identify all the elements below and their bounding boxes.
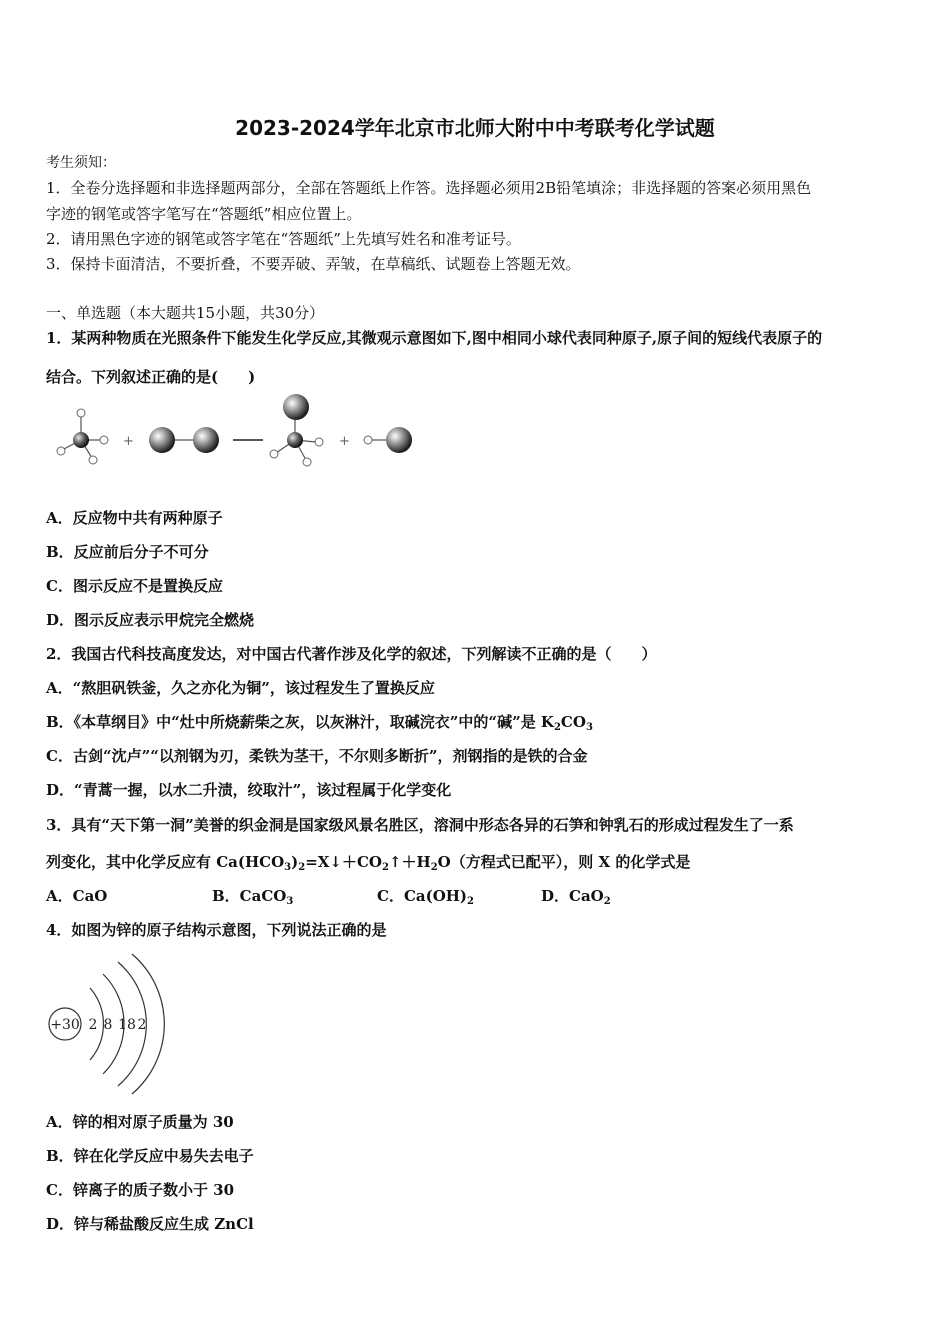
question-4-stem: 4．如图为锌的原子结构示意图，下列说法正确的是	[46, 921, 387, 939]
option: B．CaCO$_3$	[212, 887, 294, 907]
nucleus-charge: +30	[50, 1017, 80, 1033]
option: C．$Ca(OH)_2$	[377, 887, 474, 907]
hydrogen-chloride-molecule	[364, 427, 412, 453]
methane-molecule	[57, 409, 108, 464]
notice-item: 3．保持卡面清洁，不要折叠，不要弄破、弄皱，在草稿纸、试题卷上答题无效。	[46, 255, 581, 273]
question-1-stem-cont: 结合。下列叙述正确的是( )	[46, 368, 256, 386]
option: A．“熬胆矾铁釜，久之亦化为铜”，该过程发生了置换反应	[46, 679, 435, 697]
option: B．锌在化学反应中易失去电子	[46, 1147, 254, 1165]
svg-text:+: +	[123, 434, 134, 449]
svg-text:+: +	[339, 434, 350, 449]
option: D．锌与稀盐酸反应生成 ZnCl	[46, 1215, 254, 1233]
option: A．CaO	[46, 887, 108, 905]
shell-4-electrons: 2	[137, 1017, 147, 1033]
reaction-diagram	[50, 392, 420, 472]
notice-item: 2．请用黑色字迹的钢笔或答字笔在“答题纸”上先填写姓名和准考证号。	[46, 230, 521, 248]
chloromethane-molecule	[270, 394, 323, 466]
shell-2-electrons: 8	[103, 1017, 113, 1033]
question-3-stem-cont: 列变化，其中化学反应有 $Ca(HCO_3)_2=X↓+CO_2↑+H_2O$（方程式已配平），则 X 的化学式是	[46, 853, 691, 873]
question-3-stem: 3．具有“天下第一洞”美誉的织金洞是国家级风景名胜区，溶洞中形态各异的石笋和钟乳石的形成过程发生了一系	[46, 816, 794, 834]
option: A．反应物中共有两种原子	[46, 509, 223, 527]
option: C．古剑“沈卢”“以剂钢为刃，柔铁为茎干，不尔则多断折”，剂钢指的是铁的合金	[46, 747, 588, 765]
shell-3-electrons: 18	[118, 1017, 136, 1033]
option: B．反应前后分子不可分	[46, 543, 209, 561]
zinc-atom-diagram	[40, 950, 200, 1100]
section-heading: 一、单选题（本大题共15小题，共30分）	[46, 304, 325, 322]
notice-item: 1．全卷分选择题和非选择题两部分，全部在答题纸上作答。选择题必须用2B铅笔填涂；非选择题的答案必须用黑色	[46, 179, 812, 197]
option: D．CaO$_2$	[541, 887, 611, 907]
option: D．图示反应表示甲烷完全燃烧	[46, 611, 255, 629]
question-2-stem: 2．我国古代科技高度发达，对中国古代著作涉及化学的叙述，下列解读不正确的是（ ）	[46, 645, 657, 663]
notice-heading: 考生须知：	[46, 155, 116, 171]
option: C．锌离子的质子数小于 30	[46, 1181, 235, 1199]
option: D．“青蒿一握，以水二升渍，绞取汁”，该过程属于化学变化	[46, 781, 452, 799]
page-title: 2023-2024学年北京市北师大附中中考联考化学试题	[235, 116, 715, 140]
option: C．图示反应不是置换反应	[46, 577, 223, 595]
option: A．锌的相对原子质量为 30	[46, 1113, 234, 1131]
chlorine-molecule	[149, 427, 219, 453]
question-1-stem: 1．某两种物质在光照条件下能发生化学反应,其微观示意图如下,图中相同小球代表同种原子,原子间的短线代表原子的	[46, 329, 823, 347]
shell-1-electrons: 2	[88, 1017, 98, 1033]
option: B．《本草纲目》中“灶中所烧薪柴之灰，以灰淋汁，取碱浣衣”中的“碱”是 $K_2CO_3$	[46, 713, 593, 733]
notice-item: 字迹的钢笔或答字笔写在“答题纸”相应位置上。	[46, 205, 362, 223]
